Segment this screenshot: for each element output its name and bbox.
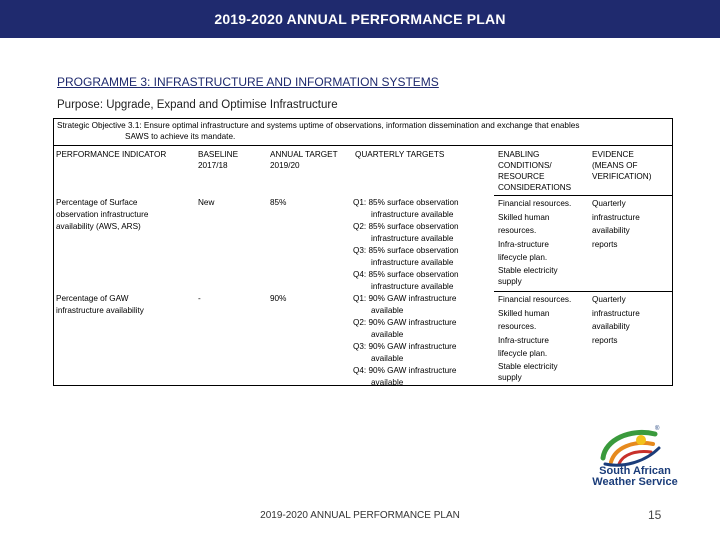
table-row-2-evidence bbox=[592, 293, 640, 347]
row-1-q3-cont: infrastructure available bbox=[371, 258, 454, 267]
header-evidence-line-1: EVIDENCE bbox=[592, 150, 634, 159]
header-target-line-2: 2019/20 bbox=[270, 161, 300, 170]
row-1-enabling-4: Infra-structure bbox=[498, 239, 549, 249]
table-row-1-quarterly bbox=[353, 197, 459, 293]
table-row-2-indicator bbox=[56, 293, 144, 317]
row-2-q1-cont: available bbox=[371, 306, 404, 315]
row-2-q4-cont: available bbox=[371, 378, 404, 387]
row-2-q3-cont: available bbox=[371, 354, 404, 363]
row-1-q2: Q2: 85% surface observation bbox=[353, 222, 459, 231]
enabling-row-divider-2 bbox=[494, 291, 672, 292]
page-number: 15 bbox=[648, 508, 662, 522]
header-enabling-line-3: RESOURCE bbox=[498, 172, 545, 181]
row-1-enabling-2: Skilled human bbox=[498, 212, 550, 222]
header-enabling-line-4: CONSIDERATIONS bbox=[498, 183, 572, 192]
row-1-enabling-7: supply bbox=[498, 276, 522, 286]
row-2-q1: Q1: 90% GAW infrastructure bbox=[353, 294, 457, 303]
header-baseline bbox=[198, 149, 238, 171]
row-2-enabling-4: Infra-structure bbox=[498, 335, 549, 345]
enabling-row-divider-1 bbox=[494, 195, 672, 196]
row-2-evidence-4: reports bbox=[592, 335, 618, 345]
row-2-enabling-2: Skilled human bbox=[498, 308, 550, 318]
purpose-text: Purpose: Upgrade, Expand and Optimise Infrastructure bbox=[57, 99, 338, 111]
row-1-q2-cont: infrastructure available bbox=[371, 234, 454, 243]
table-row-2-quarterly bbox=[353, 293, 456, 389]
row-1-q4-cont: infrastructure available bbox=[371, 282, 454, 291]
header-baseline-line-1: BASELINE bbox=[198, 150, 239, 159]
row-2-enabling-1: Financial resources. bbox=[498, 295, 572, 304]
table-row-1-baseline: New bbox=[198, 198, 215, 207]
row-2-indicator-line-1: Percentage of GAW bbox=[56, 294, 129, 303]
table-row-1-evidence bbox=[592, 197, 640, 251]
row-1-indicator-line-1: Percentage of Surface bbox=[56, 198, 138, 207]
row-2-evidence-3: availability bbox=[592, 322, 630, 331]
header-indicator bbox=[56, 149, 166, 160]
logo-text bbox=[575, 466, 695, 488]
programme-heading: PROGRAMME 3: INFRASTRUCTURE AND INFORMATION SYSTEMS bbox=[57, 75, 439, 89]
row-1-enabling-3: resources. bbox=[498, 226, 537, 235]
row-1-enabling-5: lifecycle plan. bbox=[498, 253, 548, 262]
row-1-evidence-3: availability bbox=[592, 226, 630, 235]
row-1-q1: Q1: 85% surface observation bbox=[353, 198, 459, 207]
row-2-evidence-1: Quarterly bbox=[592, 295, 626, 304]
header-baseline-line-2: 2017/18 bbox=[198, 161, 228, 170]
row-1-enabling-1: Financial resources. bbox=[498, 199, 572, 208]
table-row-2-target: 90% bbox=[270, 294, 287, 303]
table-row-1-enabling bbox=[498, 197, 571, 287]
footer-title: 2019-2020 ANNUAL PERFORMANCE PLAN bbox=[260, 510, 460, 521]
row-2-enabling-3: resources. bbox=[498, 322, 537, 331]
header-enabling-line-1: ENABLING bbox=[498, 150, 540, 159]
header-target bbox=[270, 149, 338, 171]
header-quarterly bbox=[355, 149, 444, 160]
objective-line-2: SAWS to achieve its mandate. bbox=[125, 132, 236, 141]
row-1-enabling-6: Stable electricity bbox=[498, 265, 558, 275]
table-row-1-target: 85% bbox=[270, 198, 287, 207]
header-enabling bbox=[498, 149, 571, 193]
header-evidence-line-2: (MEANS OF bbox=[592, 161, 638, 170]
table-row-2-enabling bbox=[498, 293, 571, 383]
row-1-q3: Q3: 85% surface observation bbox=[353, 246, 459, 255]
row-1-q1-cont: infrastructure available bbox=[371, 210, 454, 219]
logo-sun-icon bbox=[636, 435, 646, 445]
row-1-indicator-line-2: observation infrastructure bbox=[56, 210, 149, 219]
row-2-enabling-7: supply bbox=[498, 372, 522, 382]
row-2-enabling-5: lifecycle plan. bbox=[498, 349, 548, 358]
logo-text-line-2: Weather Service bbox=[592, 476, 678, 488]
table-row-1-indicator bbox=[56, 197, 148, 233]
objective-line-1: Strategic Objective 3.1: Ensure optimal infrastructure and systems uptime of observations, information dissemination and exchange that enables bbox=[57, 121, 580, 130]
row-2-q2: Q2: 90% GAW infrastructure bbox=[353, 318, 457, 327]
header-evidence-line-3: VERIFICATION) bbox=[592, 172, 652, 181]
row-2-evidence-2: infrastructure bbox=[592, 308, 640, 318]
row-2-q3: Q3: 90% GAW infrastructure bbox=[353, 342, 457, 351]
document-title: 2019-2020 ANNUAL PERFORMANCE PLAN bbox=[214, 11, 506, 27]
header-enabling-line-2: CONDITIONS/ bbox=[498, 161, 552, 170]
row-2-indicator-line-2: infrastructure availability bbox=[56, 306, 144, 315]
header-indicator-text: PERFORMANCE INDICATOR bbox=[56, 150, 167, 159]
row-1-q4: Q4: 85% surface observation bbox=[353, 270, 459, 279]
logo-registered-mark: ® bbox=[655, 426, 660, 432]
performance-table bbox=[53, 118, 673, 386]
header-bar bbox=[0, 0, 720, 38]
header-target-line-1: ANNUAL TARGET bbox=[270, 150, 338, 159]
row-1-evidence-2: infrastructure bbox=[592, 212, 640, 222]
table-row-2-baseline: - bbox=[198, 294, 201, 303]
row-1-evidence-4: reports bbox=[592, 239, 618, 249]
strategic-objective bbox=[54, 119, 672, 146]
logo-text-line-1: South African bbox=[599, 465, 671, 477]
row-1-evidence-1: Quarterly bbox=[592, 199, 626, 208]
row-2-q4: Q4: 90% GAW infrastructure bbox=[353, 366, 457, 375]
row-2-q2-cont: available bbox=[371, 330, 404, 339]
header-quarterly-text: QUARTERLY TARGETS bbox=[355, 150, 445, 159]
row-2-enabling-6: Stable electricity bbox=[498, 361, 558, 371]
row-1-indicator-line-3: availability (AWS, ARS) bbox=[56, 222, 141, 231]
header-evidence bbox=[592, 149, 651, 182]
